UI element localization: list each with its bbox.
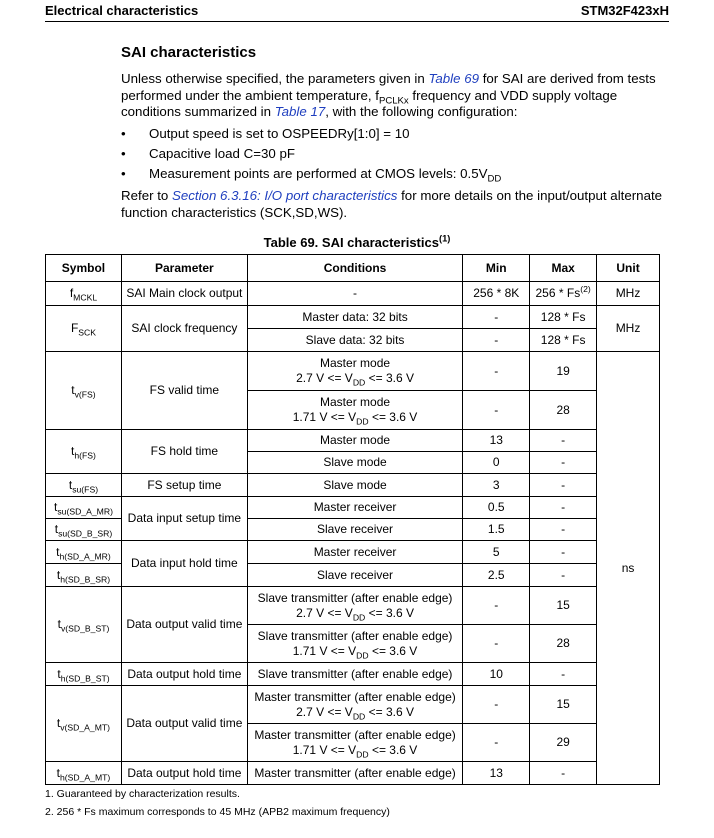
table-row: [46, 474, 660, 497]
refer-paragraph: Refer to Section 6.3.16: I/O port characteristics for more details on the input/output alternate function characteristics (SCK,SD,WS).: [121, 188, 663, 220]
unit-cell: MHz: [597, 306, 660, 352]
col-header-unit: Unit: [597, 255, 660, 282]
max-cell: -: [530, 541, 597, 564]
sai-characteristics-table: [45, 254, 660, 785]
list-item: • Measurement points are performed at CMOS levels: $0.5V_{DD}$: [121, 164, 501, 184]
min-cell: 3: [463, 474, 530, 497]
section-title: SAI characteristics: [121, 44, 257, 61]
parameter-cell: SAI clock frequency: [121, 306, 247, 352]
list-item: • Capacitive load C=30 pF: [121, 144, 501, 164]
symbol-cell: $t_{h(FS)}$: [46, 430, 122, 474]
conditions-cell: Slave transmitter (after enable edge) 1.71 $V <= V_{DD} <= 3.6$ V: [247, 625, 463, 663]
symbol-cell: $t_{h(SD\_B\_SR)}$: [46, 564, 122, 587]
symbol-cell: $t_{v(FS)}$: [46, 352, 122, 430]
max-cell: 256 * Fs$^{(2)}$: [530, 282, 597, 306]
parameter-cell: FS hold time: [121, 430, 247, 474]
footnote-1: 1. Guaranteed by characterization results.: [45, 788, 240, 800]
symbol-cell: $t_{h(SD\_A\_MT)}$: [46, 762, 122, 785]
symbol-cell: $t_{su(SD\_B\_SR)}$: [46, 519, 122, 541]
header-device-name: STM32F423xH: [580, 3, 669, 18]
configuration-list: [121, 124, 501, 184]
max-cell: -: [530, 519, 597, 541]
min-cell: -: [463, 625, 530, 663]
conditions-cell: Slave mode: [247, 474, 463, 497]
parameter-cell: FS valid time: [121, 352, 247, 430]
parameter-cell: Data output valid time: [121, 686, 247, 762]
min-cell: 2.5: [463, 564, 530, 587]
table-row: [46, 762, 660, 785]
conditions-cell: Master transmitter (after enable edge): [247, 762, 463, 785]
symbol-cell: $t_{h(SD\_A\_MR)}$: [46, 541, 122, 564]
conditions-cell: -: [247, 282, 463, 306]
symbol-cell: $f_{MCKL}$: [46, 282, 122, 306]
min-cell: -: [463, 352, 530, 391]
parameter-cell: Data output hold time: [121, 762, 247, 785]
parameter-cell: Data output valid time: [121, 587, 247, 663]
conditions-cell: Slave receiver: [247, 519, 463, 541]
parameter-cell: FS setup time: [121, 474, 247, 497]
conditions-cell: Master data: 32 bits: [247, 306, 463, 329]
table-row: [46, 663, 660, 686]
conditions-cell: Master receiver: [247, 541, 463, 564]
footnote-2: 2. 256 * Fs maximum corresponds to 45 MHz (APB2 maximum frequency): [45, 806, 390, 818]
conditions-cell: Master transmitter (after enable edge) 1.71 $V <= V_{DD} <= 3.6$ V: [247, 724, 463, 762]
table-17-link[interactable]: Table 17: [274, 104, 326, 119]
unit-cell: MHz: [597, 282, 660, 306]
max-cell: -: [530, 762, 597, 785]
col-header-conditions: Conditions: [247, 255, 463, 282]
symbol-cell: $t_{h(SD\_B\_ST)}$: [46, 663, 122, 686]
conditions-cell: Slave data: 32 bits: [247, 329, 463, 352]
min-cell: 256 * 8K: [463, 282, 530, 306]
symbol-cell: $t_{su(SD\_A\_MR)}$: [46, 497, 122, 519]
min-cell: -: [463, 329, 530, 352]
max-cell: -: [530, 564, 597, 587]
table-row: [46, 497, 660, 519]
conditions-cell: Slave receiver: [247, 564, 463, 587]
table-row: [46, 587, 660, 625]
symbol-cell: $t_{v(SD\_A\_MT)}$: [46, 686, 122, 762]
col-header-symbol: Symbol: [46, 255, 122, 282]
max-cell: 29: [530, 724, 597, 762]
min-cell: -: [463, 587, 530, 625]
min-cell: 1.5: [463, 519, 530, 541]
conditions-cell: Master transmitter (after enable edge) 2.7 $V <= V_{DD} <= 3.6$ V: [247, 686, 463, 724]
max-cell: 128 * Fs: [530, 306, 597, 329]
max-cell: -: [530, 663, 597, 686]
conditions-cell: Master mode 1.71 $V <= V_{DD} <= 3.6$ V: [247, 391, 463, 430]
table-69-link[interactable]: Table 69: [428, 71, 479, 86]
table-row: [46, 541, 660, 564]
table-header-row: [46, 255, 660, 282]
table-row: [46, 306, 660, 329]
conditions-cell: Slave mode: [247, 452, 463, 474]
min-cell: -: [463, 724, 530, 762]
min-cell: 0.5: [463, 497, 530, 519]
table-row: [46, 686, 660, 724]
min-cell: 10: [463, 663, 530, 686]
col-header-min: Min: [463, 255, 530, 282]
intro-paragraph: Unless otherwise specified, the parameters given in Table 69 for SAI are derived from tests performed under the ambient temperature, $f_{PCLKx}$ frequency and VDD supply voltage conditions summarized in Table 17, with the following configuration:: [121, 71, 656, 119]
min-cell: -: [463, 391, 530, 430]
conditions-cell: Slave transmitter (after enable edge): [247, 663, 463, 686]
table-row: [46, 282, 660, 306]
table-caption: Table 69. SAI characteristics$^{(1)}$: [263, 233, 451, 250]
max-cell: 28: [530, 391, 597, 430]
page-header: [45, 0, 669, 22]
parameter-cell: Data input setup time: [121, 497, 247, 541]
section-6-3-16-link[interactable]: Section 6.3.16: I/O port characteristics: [172, 188, 398, 203]
conditions-cell: Slave transmitter (after enable edge) 2.7 $V <= V_{DD} <= 3.6$ V: [247, 587, 463, 625]
table-row: [46, 352, 660, 391]
symbol-cell: $t_{su(FS)}$: [46, 474, 122, 497]
min-cell: 0: [463, 452, 530, 474]
parameter-cell: Data output hold time: [121, 663, 247, 686]
max-cell: -: [530, 452, 597, 474]
parameter-cell: SAI Main clock output: [121, 282, 247, 306]
header-section-title: Electrical characteristics: [45, 3, 199, 18]
max-cell: -: [530, 430, 597, 452]
unit-cell-ns: ns: [597, 352, 660, 785]
col-header-max: Max: [530, 255, 597, 282]
max-cell: 15: [530, 686, 597, 724]
symbol-cell: $F_{SCK}$: [46, 306, 122, 352]
min-cell: 13: [463, 430, 530, 452]
min-cell: 5: [463, 541, 530, 564]
max-cell: -: [530, 497, 597, 519]
min-cell: 13: [463, 762, 530, 785]
symbol-cell: $t_{v(SD\_B\_ST)}$: [46, 587, 122, 663]
max-cell: -: [530, 474, 597, 497]
parameter-cell: Data input hold time: [121, 541, 247, 587]
conditions-cell: Master mode 2.7 $V <= V_{DD} <= 3.6$ V: [247, 352, 463, 391]
max-cell: 128 * Fs: [530, 329, 597, 352]
table-row: [46, 430, 660, 452]
list-item: • Output speed is set to OSPEEDRy[1:0] = 10: [121, 124, 501, 144]
max-cell: 15: [530, 587, 597, 625]
min-cell: -: [463, 306, 530, 329]
max-cell: 28: [530, 625, 597, 663]
col-header-parameter: Parameter: [121, 255, 247, 282]
max-cell: 19: [530, 352, 597, 391]
min-cell: -: [463, 686, 530, 724]
conditions-cell: Master receiver: [247, 497, 463, 519]
conditions-cell: Master mode: [247, 430, 463, 452]
